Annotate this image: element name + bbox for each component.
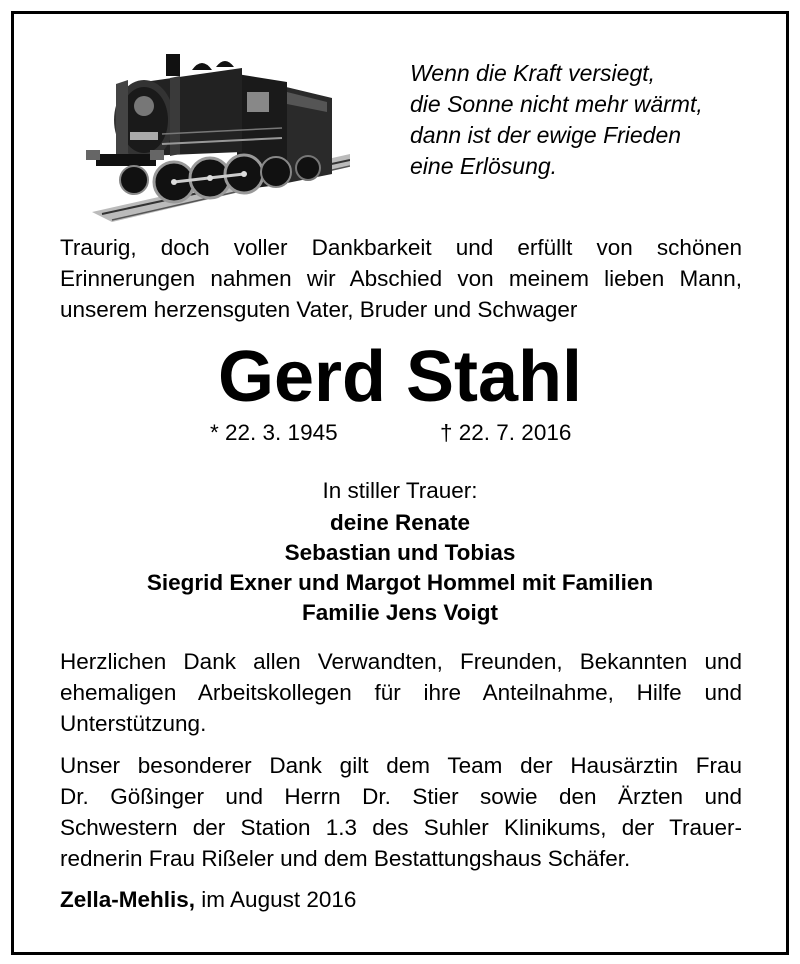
special-thanks-line: Schwestern der Station 1.3 des Suhler Klinikums, der Trauer-	[60, 815, 742, 840]
poem-line: dann ist der ewige Frieden	[410, 122, 682, 148]
thanks-paragraph	[60, 646, 742, 739]
intro-line: unserem herzensguten Vater, Bruder und Schwager	[60, 297, 578, 322]
place-and-date	[60, 885, 356, 915]
mourners-list	[0, 508, 800, 628]
thanks-line: Herzlichen Dank allen Verwandten, Freunden, Bekannten und	[60, 649, 742, 674]
mourner-line: Siegrid Exner und Margot Hommel mit Familien	[146, 570, 654, 595]
mourner-line: Sebastian und Tobias	[284, 540, 516, 565]
special-thanks-line: Dr. Gößinger und Herrn Dr. Stier sowie den Ärzten und	[60, 784, 742, 809]
intro-line: Erinnerungen nahmen wir Abschied von meinem lieben Mann,	[60, 266, 742, 291]
place: Zella-Mehlis,	[60, 887, 196, 912]
deceased-name: Gerd Stahl	[217, 337, 583, 417]
mourning-heading: In stiller Trauer:	[322, 478, 478, 503]
intro-paragraph	[60, 232, 742, 325]
special-thanks-line: Unser besonderer Dank gilt dem Team der Hausärztin Frau	[60, 753, 742, 778]
poem-line: eine Erlösung.	[410, 153, 558, 179]
death-date: † 22. 7. 2016	[440, 420, 572, 445]
intro-line: Traurig, doch voller Dankbarkeit und erfüllt von schönen	[60, 235, 742, 260]
thanks-line: Unterstützung.	[60, 711, 207, 736]
special-thanks-paragraph	[60, 750, 742, 874]
birth-date: * 22. 3. 1945	[210, 420, 338, 445]
poem-line: die Sonne nicht mehr wärmt,	[410, 91, 703, 117]
mourner-line: Familie Jens Voigt	[302, 600, 498, 625]
poem-line: Wenn die Kraft versiegt,	[410, 60, 656, 86]
mourner-line: deine Renate	[329, 510, 471, 535]
special-thanks-line: rednerin Frau Rißeler und dem Bestattungshaus Schäfer.	[60, 846, 631, 871]
closing-date: im August 2016	[195, 887, 357, 912]
steam-locomotive-icon	[82, 34, 350, 222]
thanks-line: ehemaligen Arbeitskollegen für ihre Anteilnahme, Hilfe und	[60, 680, 742, 705]
poem-verse	[410, 58, 703, 182]
